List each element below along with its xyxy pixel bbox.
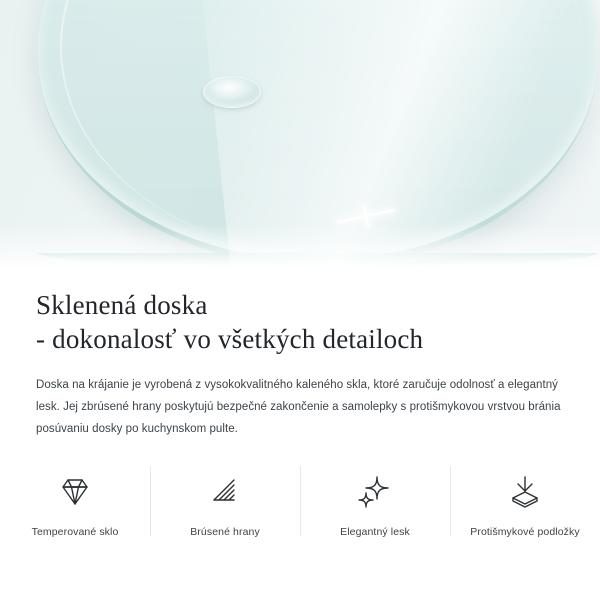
text-section bbox=[0, 272, 600, 440]
feature-strip bbox=[0, 452, 600, 572]
headline-line-2: - dokonalosť vo všetkých detailoch bbox=[36, 324, 424, 354]
feature-label: Temperované sklo bbox=[31, 526, 119, 538]
page-title bbox=[0, 272, 600, 356]
body-paragraph: Doska na krájanie je vyrobená z vysokokvalitného kaleného skla, ktoré zaručuje odolnosť a elegantný lesk. Jej zbrúsené hrany poskytujú bezpečné zakončenie a samolepky s protišmykovou vrstvou bránia posúvaniu dosky po kuchynskom pulte. bbox=[36, 379, 561, 435]
sparkles-icon bbox=[353, 470, 397, 514]
anti-slip-pad-icon bbox=[504, 470, 546, 514]
feature-label: Brúsené hrany bbox=[190, 526, 260, 538]
body-copy bbox=[0, 356, 600, 440]
diamond-icon bbox=[55, 470, 95, 514]
hero-bottom-fade bbox=[0, 224, 600, 272]
hero-image bbox=[0, 0, 600, 272]
feature-label: Elegantný lesk bbox=[340, 526, 410, 538]
diagonal-lines-icon bbox=[205, 470, 245, 514]
feature-label: Protišmykové podložky bbox=[470, 526, 580, 538]
anti-slip-foot-graphic bbox=[203, 76, 261, 108]
feature-item bbox=[450, 452, 600, 538]
feature-item bbox=[0, 452, 150, 538]
feature-item bbox=[150, 452, 300, 538]
headline-line-1: Sklenená doska bbox=[36, 290, 208, 320]
feature-item bbox=[300, 452, 450, 538]
